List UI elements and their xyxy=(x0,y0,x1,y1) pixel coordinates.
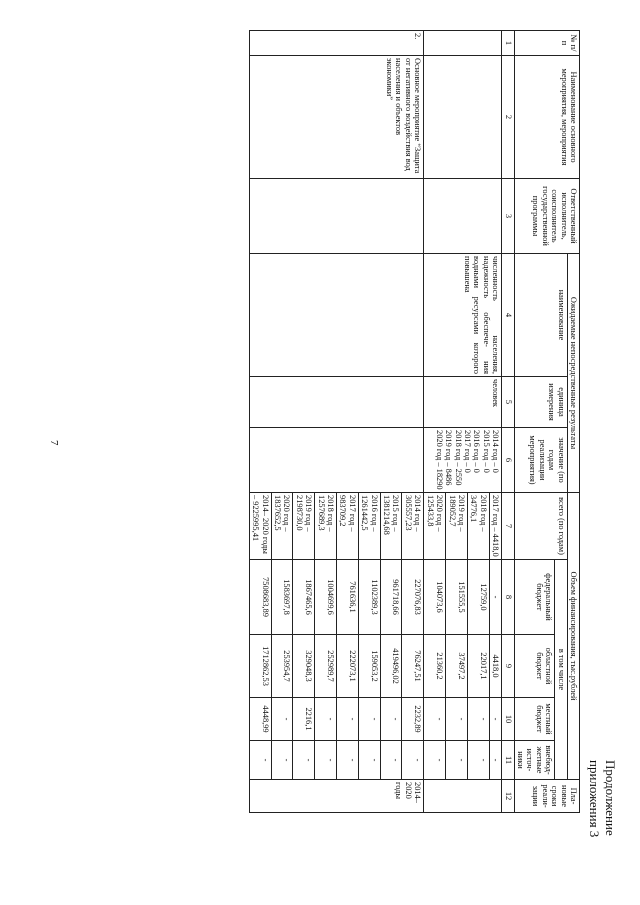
obl-cell: 159053,2 xyxy=(358,635,380,698)
vneb-cell: - xyxy=(467,741,489,780)
vneb-cell: - xyxy=(249,741,271,780)
obl-cell: 76247,51 xyxy=(402,635,424,698)
fed-cell: 1867465,6 xyxy=(293,560,315,635)
result-values xyxy=(424,428,502,493)
obl-cell: 4418,0 xyxy=(489,635,501,698)
mest-cell: - xyxy=(446,698,468,741)
obl-cell: 22017,1 xyxy=(467,635,489,698)
vneb-cell: - xyxy=(315,741,337,780)
hdr-num: № п/п xyxy=(514,31,579,56)
total-cell: 2020 год – 1837652,5 xyxy=(271,493,293,560)
term-cell: 2014– 2020 годы xyxy=(249,780,424,813)
hdr-name: Наименование основного мероприятия, мероприятия xyxy=(514,56,579,179)
total-cell: 2015 год – 1381214,68 xyxy=(380,493,402,560)
hdr-mest: местный бюджет xyxy=(514,698,555,741)
cell-empty xyxy=(424,31,502,56)
hdr-results: Ожидаемые непосредственные результаты xyxy=(567,254,579,493)
fed-cell: 227076,83 xyxy=(402,560,424,635)
hdr-fed: федеральный бюджет xyxy=(514,560,555,635)
hdr-incl: в том числе xyxy=(555,560,567,780)
fed-cell: - xyxy=(489,560,501,635)
colnum: 10 xyxy=(502,698,514,741)
mest-cell: - xyxy=(467,698,489,741)
mest-cell: 2216,1 xyxy=(293,698,315,741)
colnum: 5 xyxy=(502,377,514,428)
colnum: 6 xyxy=(502,428,514,493)
colnum: 4 xyxy=(502,254,514,377)
total-cell: 2019 год – 2198730,0 xyxy=(293,493,315,560)
total-cell: 2017 год – 4418,0 xyxy=(489,493,501,560)
value-line: 2019 год – 8486 xyxy=(444,430,454,486)
page-number: 7 xyxy=(48,440,60,446)
fed-cell: 151555,5 xyxy=(446,560,468,635)
cell-empty xyxy=(249,254,424,377)
hdr-unit: единица измерения xyxy=(514,377,567,428)
mest-cell: - xyxy=(315,698,337,741)
hdr-total: всего (по годам) xyxy=(514,493,567,560)
total-cell: 2016 год – 1261442,5 xyxy=(358,493,380,560)
mest-cell: - xyxy=(271,698,293,741)
fed-cell: 961718,66 xyxy=(380,560,402,635)
obl-cell: 419496,02 xyxy=(380,635,402,698)
result-name: численность населения, надежность обеспече- ния водными ресурсами которого повышена xyxy=(424,254,502,377)
cell-empty xyxy=(424,780,502,813)
fed-cell: 1004699,6 xyxy=(315,560,337,635)
cell-empty xyxy=(249,428,424,493)
mest-cell: 4448,99 xyxy=(249,698,271,741)
value-line: 2014 год – 0 xyxy=(491,430,501,473)
table-row xyxy=(402,31,424,813)
fed-cell: 761636,1 xyxy=(337,560,359,635)
hdr-vneb: внебюд- жетные источ- ники xyxy=(514,741,555,780)
mest-cell: - xyxy=(358,698,380,741)
obl-cell: 1712862,53 xyxy=(249,635,271,698)
mest-cell: 2232,89 xyxy=(402,698,424,741)
result-unit: человек xyxy=(424,377,502,428)
value-line: 2016 год – 0 xyxy=(472,430,482,473)
hdr-executor: Ответственный исполнитель, соисполнитель государственной программы xyxy=(514,179,579,254)
mest-cell: - xyxy=(380,698,402,741)
value-line: 2015 год – 0 xyxy=(481,430,491,473)
vneb-cell: - xyxy=(271,741,293,780)
cell-empty xyxy=(249,179,424,254)
hdr-value: значение (по годам реализации мероприятия) xyxy=(514,428,567,493)
hdr-obl: областной бюджет xyxy=(514,635,555,698)
value-line: 2018 год – 2550 xyxy=(453,430,463,486)
colnum: 7 xyxy=(502,493,514,560)
total-cell: 2018 год – 1257689,3 xyxy=(315,493,337,560)
vneb-cell: - xyxy=(293,741,315,780)
total-cell: 2020 год – 125433,8 xyxy=(424,493,446,560)
vneb-cell: - xyxy=(489,741,501,780)
colnum: 3 xyxy=(502,179,514,254)
mest-cell: - xyxy=(489,698,501,741)
obl-cell: 222073,1 xyxy=(337,635,359,698)
colnum: 9 xyxy=(502,635,514,698)
total-cell: 2014 год – 305557,23 xyxy=(402,493,424,560)
obl-cell: 252989,7 xyxy=(315,635,337,698)
cell-empty xyxy=(249,377,424,428)
fed-cell: 12759,0 xyxy=(467,560,489,635)
row-number: 2. xyxy=(249,31,424,56)
total-cell: 2014– 2020 годы – 9225995,41 xyxy=(249,493,271,560)
hdr-finance: Объем финансирования, тыс.рублей xyxy=(567,493,579,780)
hdr-res-name: наименование xyxy=(514,254,567,377)
measure-name: Основное мероприятие “Защита от негативного воздействия вод населения и объектов экономики” xyxy=(249,56,424,179)
value-line: 2020 год – 18290 xyxy=(434,430,444,490)
vneb-cell: - xyxy=(424,741,446,780)
program-table xyxy=(249,30,580,813)
column-numbers xyxy=(502,31,514,813)
vneb-cell: - xyxy=(380,741,402,780)
fed-cell: 1583697,8 xyxy=(271,560,293,635)
total-cell: 2017 год – 983709,2 xyxy=(337,493,359,560)
obl-cell: 37497,2 xyxy=(446,635,468,698)
continuation-title: Продолжение приложения 3 xyxy=(587,760,618,838)
hdr-term: Пла- новые сроки реали- зации xyxy=(514,780,579,813)
mest-cell: - xyxy=(337,698,359,741)
obl-cell: 253954,7 xyxy=(271,635,293,698)
colnum: 11 xyxy=(502,741,514,780)
colnum: 2 xyxy=(502,56,514,179)
colnum: 1 xyxy=(502,31,514,56)
cell-empty xyxy=(424,56,502,179)
colnum: 8 xyxy=(502,560,514,635)
mest-cell: - xyxy=(424,698,446,741)
value-line: 2017 год – 0 xyxy=(462,430,472,473)
total-cell: 2019 год – 189052,7 xyxy=(446,493,468,560)
vneb-cell: - xyxy=(337,741,359,780)
total-cell: 2018 год – 34776,1 xyxy=(467,493,489,560)
fed-cell: 1102389,3 xyxy=(358,560,380,635)
vneb-cell: - xyxy=(358,741,380,780)
obl-cell: 329048,3 xyxy=(293,635,315,698)
colnum: 12 xyxy=(502,780,514,813)
fed-cell: 7508683,89 xyxy=(249,560,271,635)
fed-cell: 104073,6 xyxy=(424,560,446,635)
cell-empty xyxy=(424,179,502,254)
vneb-cell: - xyxy=(402,741,424,780)
table-row xyxy=(489,31,501,813)
vneb-cell: - xyxy=(446,741,468,780)
obl-cell: 21360,2 xyxy=(424,635,446,698)
